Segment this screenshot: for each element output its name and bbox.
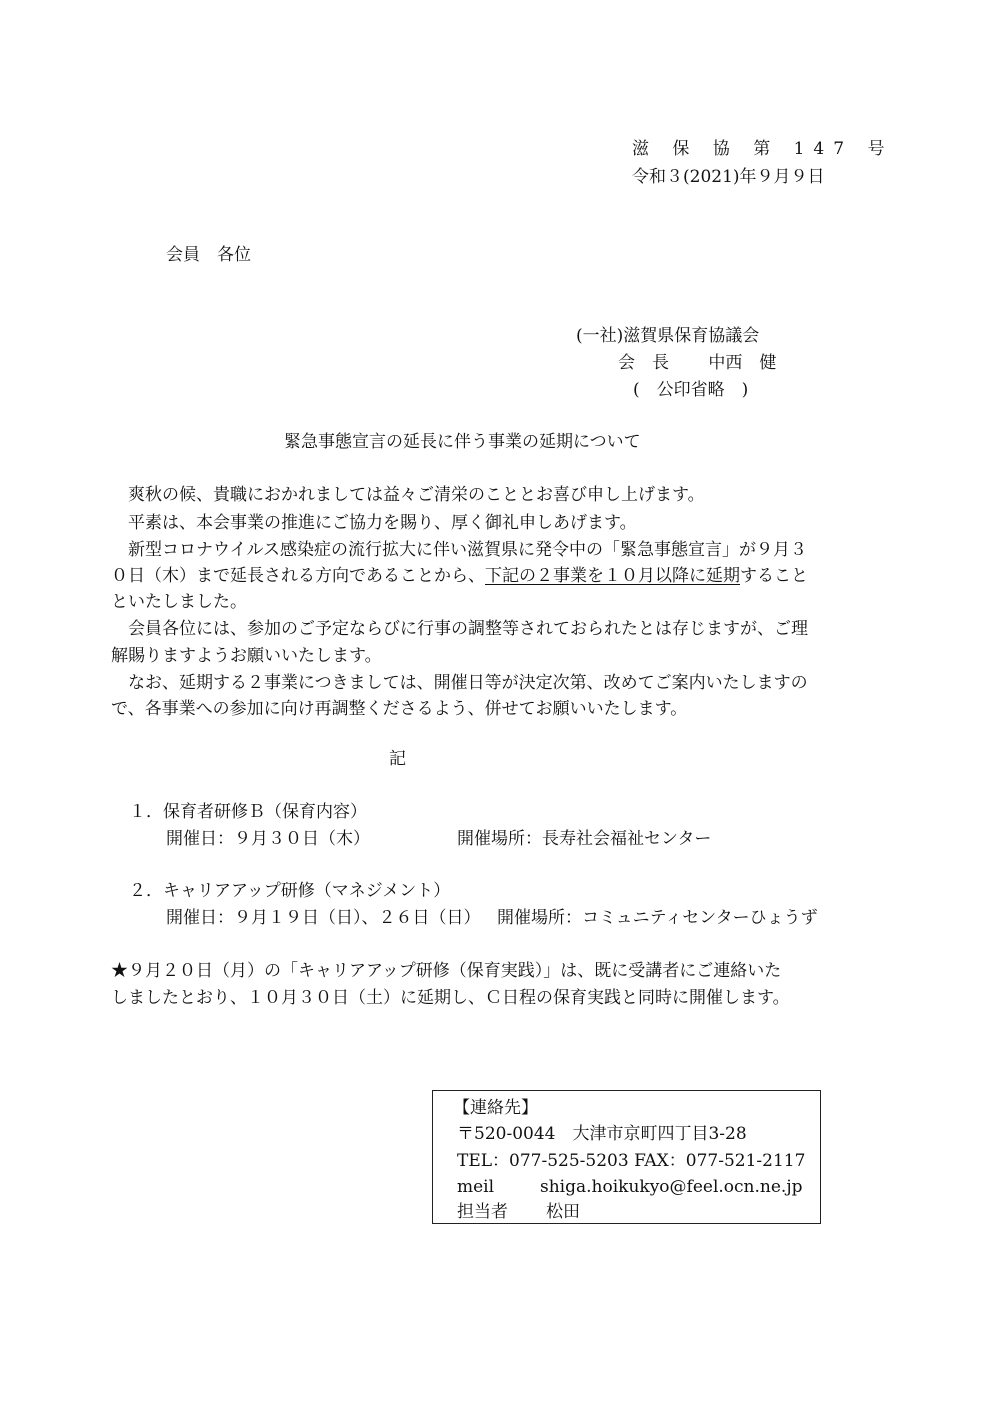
ki-heading: 記 xyxy=(389,749,406,769)
sender-organization: (一社)滋賀県保育協議会 xyxy=(576,326,760,346)
contact-email-label: meil xyxy=(457,1177,495,1197)
sender-president: 会 長 中西 健 xyxy=(618,353,777,373)
item-2-date: 開催日：９月１９日（日）、２６日（日） xyxy=(166,908,481,928)
body-paragraph-3-line-1: 新型コロナウイルス感染症の流行拡大に伴い滋賀県に発令中の「緊急事態宣言」が９月３ xyxy=(111,540,807,560)
body-paragraph-3-line-2 xyxy=(111,568,808,585)
item-2-title: ２．キャリアアップ研修（マネジメント） xyxy=(129,881,451,901)
body-text: ０日（木）まで延長される方向であることから、 xyxy=(111,566,485,586)
item-1-date: 開催日：９月３０日（木） xyxy=(166,829,370,849)
contact-person-label: 担当者 xyxy=(457,1202,508,1222)
body-text: すること xyxy=(740,566,808,586)
note-line-2: しましたとおり、１０月３０日（土）に延期し、Ｃ日程の保育実践と同時に開催します。 xyxy=(111,988,790,1008)
body-paragraph-2: 平素は、本会事業の推進にご協力を賜り、厚く御礼申しあげます。 xyxy=(111,513,637,533)
contact-tel-fax: TEL：077-525-5203 FAX：077-521-2117 xyxy=(457,1151,806,1171)
document-number: 滋 保 協 第 147 号 xyxy=(632,139,894,159)
body-paragraph-5-line-2: で、各事業への参加に向け再調整くださるよう、併せてお願いいたします。 xyxy=(111,699,688,719)
body-paragraph-5-line-1: なお、延期する２事業につきましては、開催日等が決定次第、改めてご案内いたしますの xyxy=(111,673,808,693)
contact-email[interactable]: shiga.hoikukyo@feel.ocn.ne.jp xyxy=(540,1177,803,1197)
body-paragraph-3-line-3: といたしました。 xyxy=(111,592,247,612)
item-1-venue: 開催場所：長寿社会福祉センター xyxy=(457,829,712,849)
contact-box xyxy=(432,1090,821,1224)
body-paragraph-4-line-2: 解賜りますようお願いいたします。 xyxy=(111,646,382,666)
seal-note: ( 公印省略 ) xyxy=(633,380,749,400)
note-line-1: ★９月２０日（月）の「キャリアアップ研修（保育実践）」は、既に受講者にご連絡いた xyxy=(111,961,782,981)
item-2-venue: 開催場所：コミュニティセンターひょうず xyxy=(497,908,818,928)
document-date: 令和３(2021)年９月９日 xyxy=(632,167,825,187)
body-paragraph-4-line-1: 会員各位には、参加のご予定ならびに行事の調整等されておられたとは存じますが、ご理 xyxy=(111,619,808,639)
body-paragraph-1: 爽秋の候、貴職におかれましては益々ご清栄のこととお喜び申し上げます。 xyxy=(111,485,705,505)
contact-heading: 【連絡先】 xyxy=(453,1098,538,1118)
underlined-text: 下記の２事業を１０月以降に延期 xyxy=(485,566,740,586)
contact-person: 松田 xyxy=(546,1202,580,1222)
contact-address: 〒520-0044 大津市京町四丁目3-28 xyxy=(457,1124,747,1144)
addressee: 会員 各位 xyxy=(166,245,251,265)
item-1-title: １．保育者研修Ｂ（保育内容） xyxy=(129,802,367,822)
document-title: 緊急事態宣言の延長に伴う事業の延期について xyxy=(284,432,641,452)
